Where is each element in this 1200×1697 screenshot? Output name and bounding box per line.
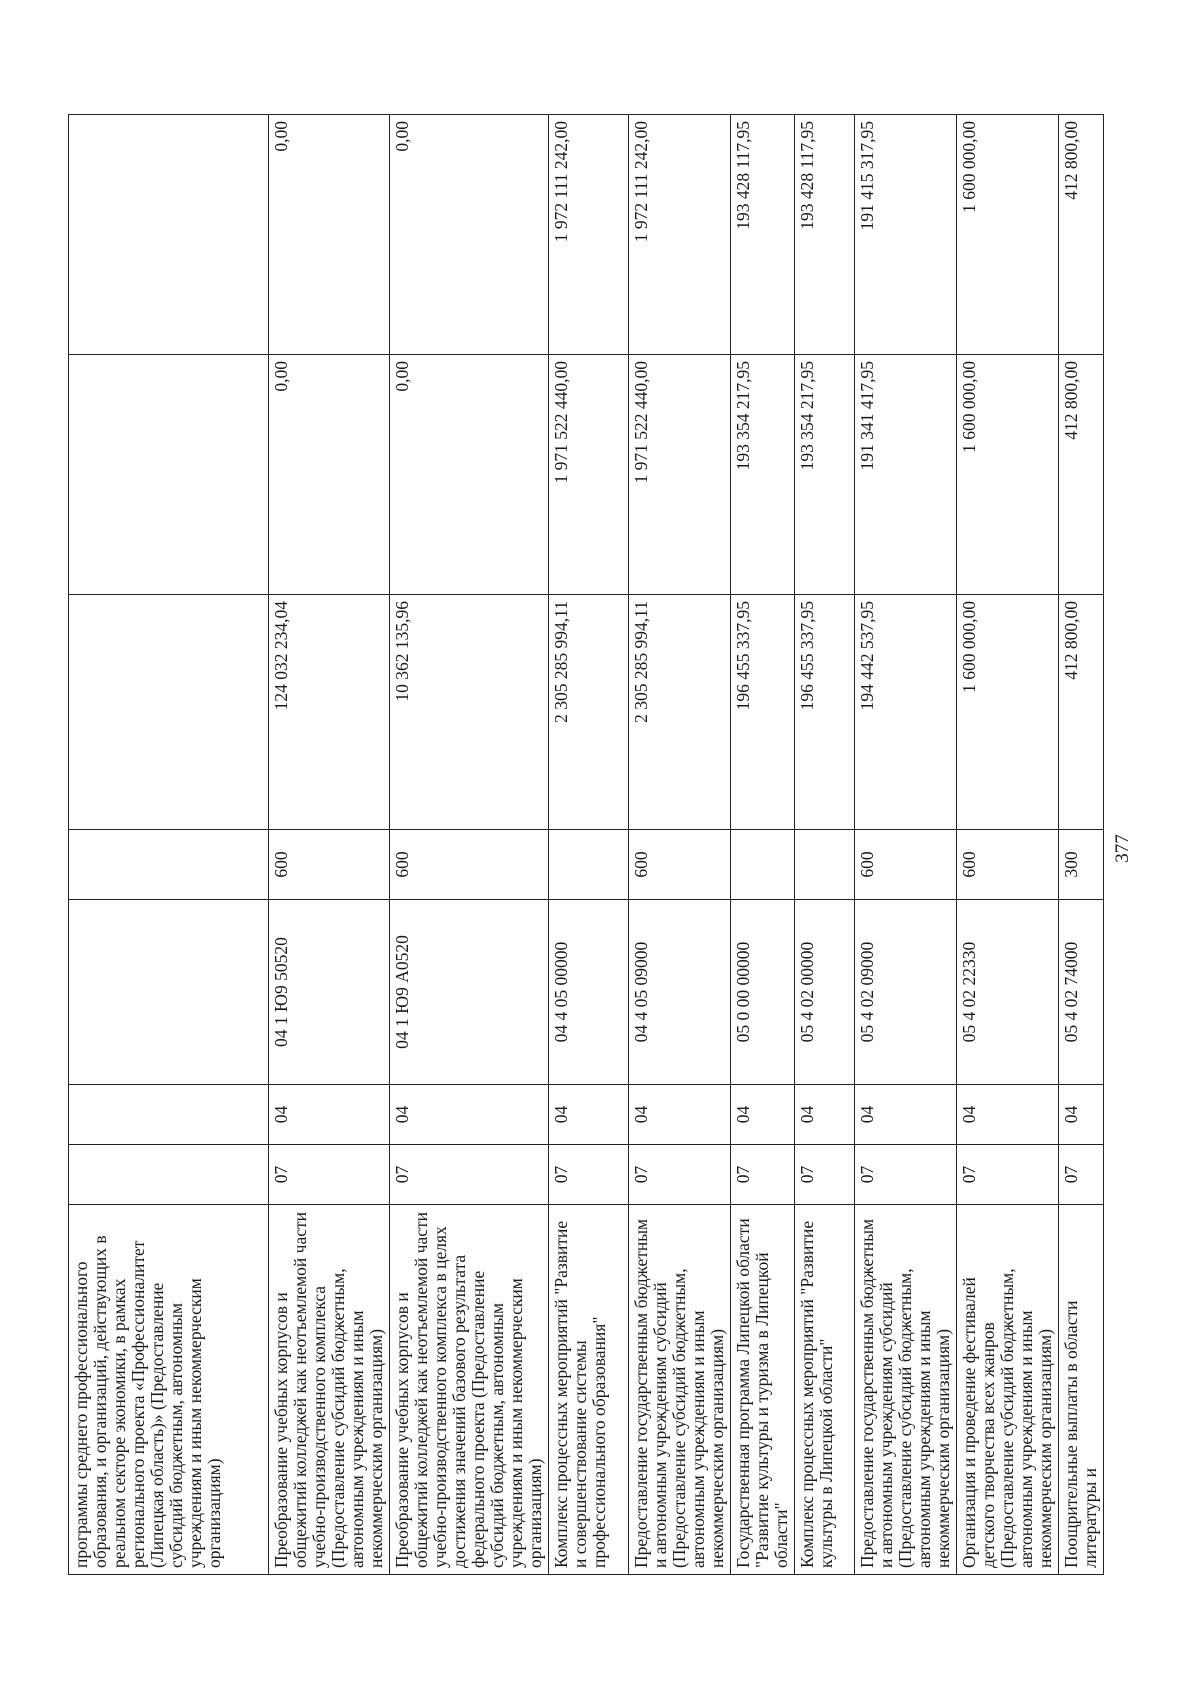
- row-amount-2: 1 600 000,00: [957, 355, 1059, 595]
- row-section: 07: [795, 1145, 855, 1205]
- table-row: [795, 115, 855, 1575]
- row-amount-3: 0,00: [269, 115, 390, 355]
- row-name: Поощрительные выплаты в области литературы и: [1059, 1205, 1104, 1575]
- row-section: 07: [957, 1145, 1059, 1205]
- row-section: 07: [1059, 1145, 1104, 1205]
- row-target-code: 05 4 02 74000: [1059, 900, 1104, 1085]
- row-name: Предоставление государственным бюджетным и автономным учреждениям субсидий (Предоставление субсидий бюджетным, автономным учреждениям и иным некоммерческим организациям): [855, 1205, 957, 1575]
- row-expense-type: 600: [957, 830, 1059, 900]
- row-name: программы среднего профессионального образования, и организаций, действующих в реальном секторе экономики, в рамках регионального проекта «Профессионалитет (Липецкая область)» (Предоставление субсидий бюджетным, автономным учреждениям и иным некоммерческим организациям): [69, 1205, 269, 1575]
- row-amount-1: 194 442 537,95: [855, 595, 957, 830]
- row-amount-3: 0,00: [390, 115, 549, 355]
- row-amount-3: 193 428 117,95: [731, 115, 795, 355]
- row-subsection: 04: [855, 1085, 957, 1145]
- row-section: 07: [269, 1145, 390, 1205]
- row-target-code: 04 1 Ю9 50520: [269, 900, 390, 1085]
- row-subsection: 04: [957, 1085, 1059, 1145]
- row-target-code: 04 4 05 09000: [629, 900, 731, 1085]
- row-section: [69, 1145, 269, 1205]
- row-section: 07: [390, 1145, 549, 1205]
- row-amount-1: 2 305 285 994,11: [549, 595, 629, 830]
- row-name: Комплекс процессных мероприятий "Развитие и совершенствование системы профессионального образования": [549, 1205, 629, 1575]
- row-target-code: 05 4 02 09000: [855, 900, 957, 1085]
- row-expense-type: 600: [390, 830, 549, 900]
- row-expense-type: [795, 830, 855, 900]
- row-amount-3: 412 800,00: [1059, 115, 1104, 355]
- table-row: [549, 115, 629, 1575]
- row-subsection: 04: [269, 1085, 390, 1145]
- row-subsection: 04: [731, 1085, 795, 1145]
- table-row: [269, 115, 390, 1575]
- table-row: [629, 115, 731, 1575]
- page-number: 377: [1112, 834, 1133, 863]
- row-target-code: 04 1 Ю9 А0520: [390, 900, 549, 1085]
- row-expense-type: 300: [1059, 830, 1104, 900]
- table-row: [69, 115, 269, 1575]
- row-amount-2: 412 800,00: [1059, 355, 1104, 595]
- row-expense-type: [549, 830, 629, 900]
- row-name: Государственная программа Липецкой области "Развитие культуры и туризма в Липецкой области": [731, 1205, 795, 1575]
- row-name: Преобразование учебных корпусов и общежитий колледжей как неотъемлемой части учебно-производственного комплекса (Предоставление субсидий бюджетным, автономным учреждениям и иным некоммерческим организациям): [269, 1205, 390, 1575]
- row-amount-3: 1 600 000,00: [957, 115, 1059, 355]
- row-amount-3: 1 972 111 242,00: [629, 115, 731, 355]
- row-amount-1: 412 800,00: [1059, 595, 1104, 830]
- row-amount-1: 196 455 337,95: [731, 595, 795, 830]
- row-amount-1: [69, 595, 269, 830]
- row-amount-1: 2 305 285 994,11: [629, 595, 731, 830]
- row-name: Организация и проведение фестивалей детского творчества всех жанров (Предоставление субсидий бюджетным, автономным учреждениям и иным некоммерческим организациям): [957, 1205, 1059, 1575]
- row-amount-2: 1 971 522 440,00: [549, 355, 629, 595]
- row-subsection: [69, 1085, 269, 1145]
- row-amount-3: 191 415 317,95: [855, 115, 957, 355]
- row-section: 07: [629, 1145, 731, 1205]
- table-row: [731, 115, 795, 1575]
- table-row: [957, 115, 1059, 1575]
- row-expense-type: 600: [629, 830, 731, 900]
- row-section: 07: [731, 1145, 795, 1205]
- row-amount-2: 191 341 417,95: [855, 355, 957, 595]
- row-amount-2: 1 971 522 440,00: [629, 355, 731, 595]
- row-expense-type: 600: [855, 830, 957, 900]
- row-subsection: 04: [1059, 1085, 1104, 1145]
- row-amount-3: 1 972 111 242,00: [549, 115, 629, 355]
- row-target-code: [69, 900, 269, 1085]
- row-amount-3: 193 428 117,95: [795, 115, 855, 355]
- row-amount-2: [69, 355, 269, 595]
- row-amount-2: 193 354 217,95: [795, 355, 855, 595]
- budget-table: [68, 114, 1104, 1575]
- row-target-code: 05 0 00 00000: [731, 900, 795, 1085]
- row-subsection: 04: [390, 1085, 549, 1145]
- row-section: 07: [549, 1145, 629, 1205]
- row-subsection: 04: [795, 1085, 855, 1145]
- row-subsection: 04: [549, 1085, 629, 1145]
- row-expense-type: 600: [269, 830, 390, 900]
- row-target-code: 05 4 02 00000: [795, 900, 855, 1085]
- row-section: 07: [855, 1145, 957, 1205]
- row-amount-2: 193 354 217,95: [731, 355, 795, 595]
- row-amount-1: 1 600 000,00: [957, 595, 1059, 830]
- row-name: Преобразование учебных корпусов и общежитий колледжей как неотъемлемой части учебно-производственного комплекса в целях достижения значений базового результата федерального проекта (Предоставление субсидий бюджетным, автономным учреждениям и иным некоммерческим организациям): [390, 1205, 549, 1575]
- row-amount-3: [69, 115, 269, 355]
- row-expense-type: [731, 830, 795, 900]
- table-row: [855, 115, 957, 1575]
- row-expense-type: [69, 830, 269, 900]
- row-amount-1: 124 032 234,04: [269, 595, 390, 830]
- table-row: [390, 115, 549, 1575]
- row-name: Предоставление государственным бюджетным и автономным учреждениям субсидий (Предоставление субсидий бюджетным, автономным учреждениям и иным некоммерческим организациям): [629, 1205, 731, 1575]
- table-row: [1059, 115, 1104, 1575]
- row-amount-1: 196 455 337,95: [795, 595, 855, 830]
- row-amount-1: 10 362 135,96: [390, 595, 549, 830]
- row-amount-2: 0,00: [269, 355, 390, 595]
- row-target-code: 05 4 02 22330: [957, 900, 1059, 1085]
- row-name: Комплекс процессных мероприятий "Развитие культуры в Липецкой области": [795, 1205, 855, 1575]
- row-amount-2: 0,00: [390, 355, 549, 595]
- row-subsection: 04: [629, 1085, 731, 1145]
- row-target-code: 04 4 05 00000: [549, 900, 629, 1085]
